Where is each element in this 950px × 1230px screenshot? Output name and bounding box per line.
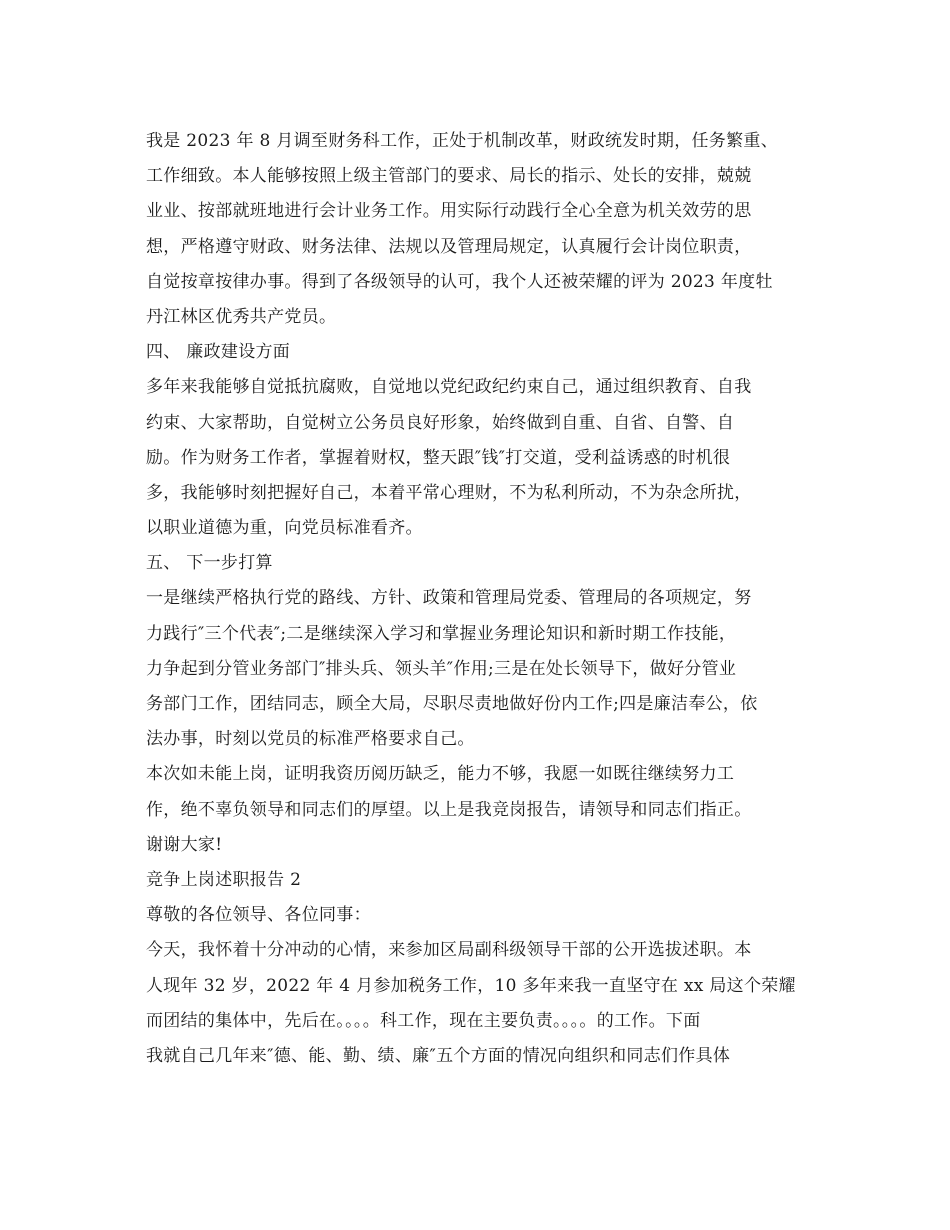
text-line: 我是 2023 年 8 月调至财务科工作，正处于机制改革，财政统发时期，任务繁重、	[146, 131, 778, 151]
text-line: 多年来我能够自觉抵抗腐败，自觉地以党纪政纪约束自己，通过组织教育、自我	[146, 377, 752, 398]
text-line: 人现年 32 岁，2022 年 4 月参加税务工作，10 多年来我一直坚守在 xx 局这个荣耀	[146, 975, 796, 996]
text-line: 自觉按章按律办事。得到了各级领导的认可，我个人还被荣耀的评为 2023 年度牡	[146, 271, 773, 292]
text-line: 约束、大家帮助，自觉树立公务员良好形象，始终做到自重、自省、自警、自	[146, 412, 735, 433]
text-line: 本次如未能上岗，证明我资历阅历缺乏，能力不够，我愿一如既往继续努力工	[146, 764, 735, 785]
text-line: 想，严格遵守财政、财务法律、法规以及管理局规定，认真履行会计岗位职责，	[146, 236, 752, 257]
text-line: 励。作为财务工作者，掌握着财权，整天跟″钱″打交道，受利益诱惑的时机很	[146, 447, 731, 468]
text-line: 谢谢大家!	[146, 834, 223, 855]
text-line: 务部门工作，团结同志，顾全大局，尽职尽责地做好份内工作;四是廉洁奉公，依	[146, 694, 758, 714]
text-line: 多，我能够时刻把握好自己，本着平常心理财，不为私利所动，不为杂念所扰，	[146, 482, 752, 503]
section-heading-4: 四、 廉政建设方面	[146, 342, 291, 363]
text-line: 力争起到分管业务部门″排头兵、领头羊″作用;三是在处长领导下，做好分管业	[146, 658, 737, 679]
salutation: 尊敬的各位领导、各位同事：	[146, 905, 371, 926]
text-line: 而团结的集体中，先后在。。。。科工作，现在主要负责。。。。的工作。下面	[146, 1010, 701, 1031]
text-line: 以职业道德为重，向党员标准看齐。	[146, 518, 423, 539]
text-line: 我就自己几年来″德、能、勤、绩、廉″五个方面的情况向组织和同志们作具体	[146, 1045, 731, 1066]
report-title-2: 竞争上岗述职报告 2	[146, 869, 302, 890]
text-line: 丹江林区优秀共产党员。	[146, 306, 337, 327]
text-line: 工作细致。本人能够按照上级主管部门的要求、局长的指示、处长的安排，兢兢	[146, 166, 752, 187]
text-line: 今天，我怀着十分冲动的心情，来参加区局副科级领导干部的公开选拔述职。本	[146, 940, 752, 961]
document-body	[146, 124, 806, 1074]
text-line: 业业、按部就班地进行会计业务工作。用实际行动践行全心全意为机关效劳的思	[146, 201, 752, 222]
section-heading-5: 五、 下一步打算	[146, 553, 273, 574]
text-line: 作，绝不辜负领导和同志们的厚望。以上是我竞岗报告，请领导和同志们指正。	[146, 799, 752, 820]
text-line: 一是继续严格执行党的路线、方针、政策和管理局党委、管理局的各项规定，努	[146, 588, 752, 609]
text-line: 力践行″三个代表″;二是继续深入学习和掌握业务理论知识和新时期工作技能，	[146, 623, 737, 644]
text-line: 法办事，时刻以党员的标准严格要求自己。	[146, 729, 475, 750]
